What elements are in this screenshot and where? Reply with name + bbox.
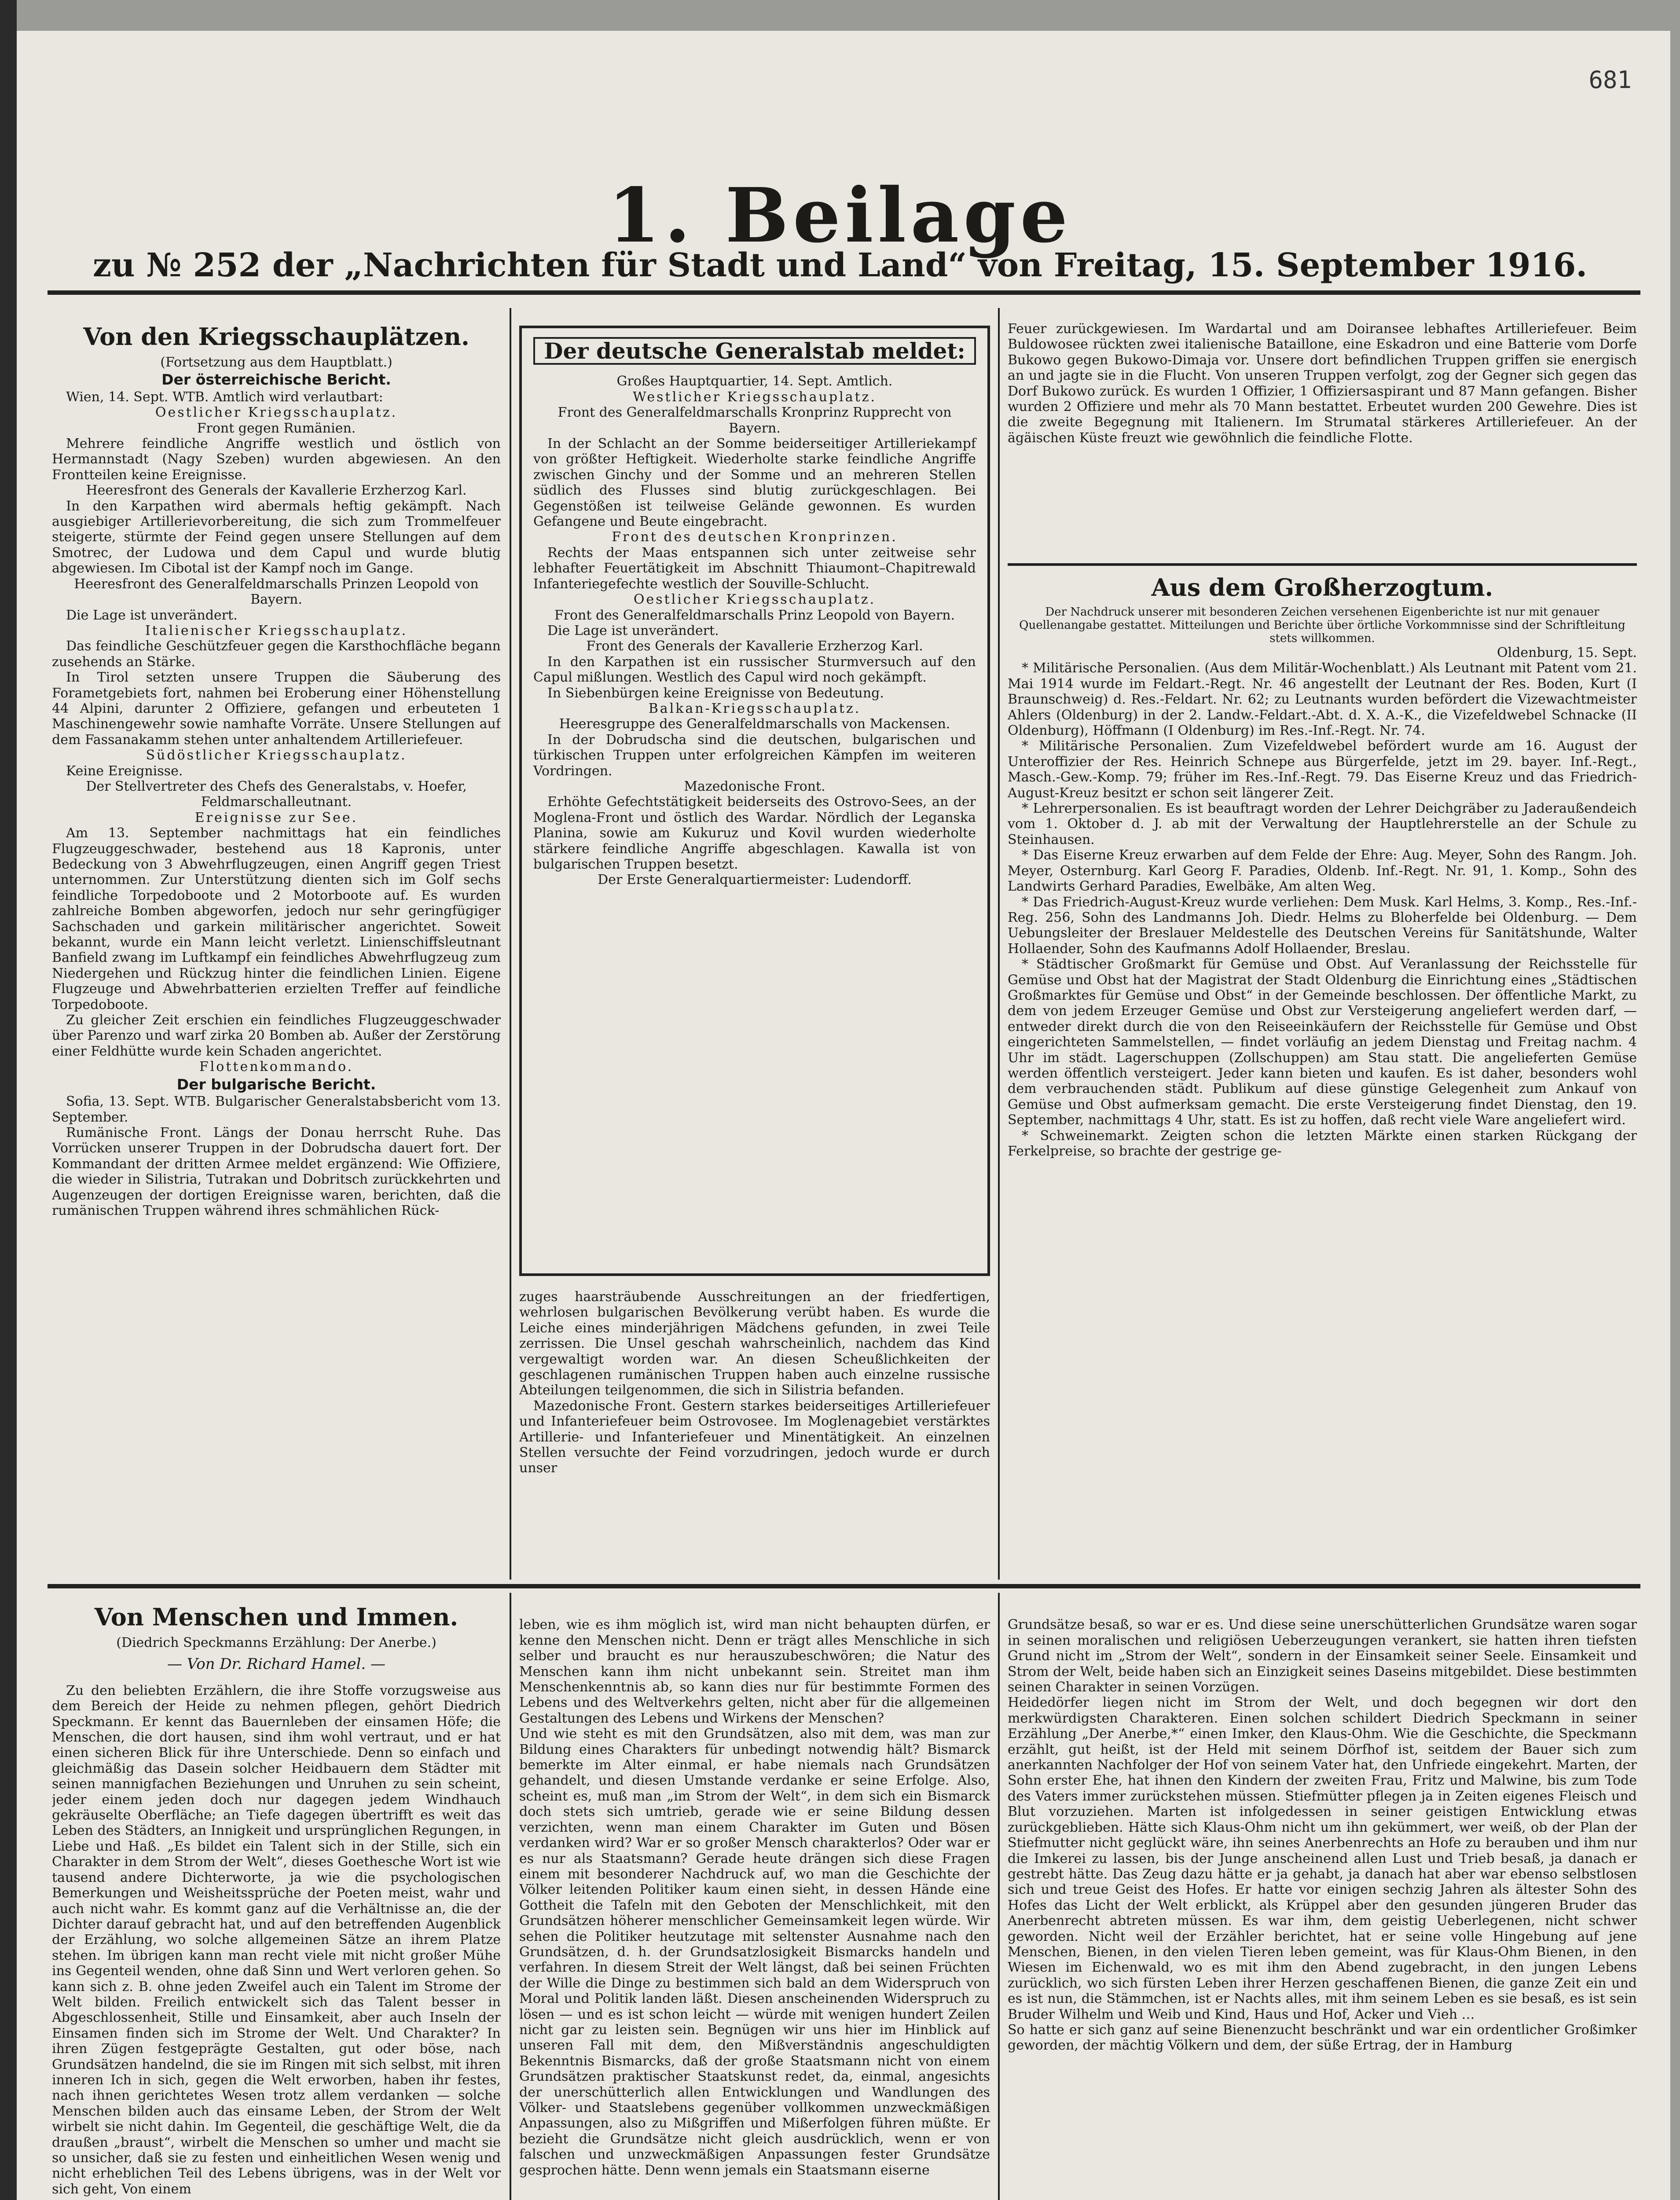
paragraph: Die Lage ist unverändert. (547, 623, 719, 638)
story-text: leben, wie es ihm möglich ist, wird man nicht behaupten dürfen, er kenne den Menschen nicht. Denn er trägt alles Menschliche in sich selber und braucht es nur herauszubeschwören; die Natur des Menschen kann ihm nicht unbekannt sein. Streitet man ihm Menschenkenntnis ab, so kann dies nur für bestimmte Formen des Lebens und des Weltverkehrs gelten, nicht aber für die allgemeinen Gestaltungen des Lebens und Wirkens der Menschen? Und wie steht es mit den Grundsätzen, also mit dem, was man zur Bildung eines Charakters für unbedingt notwendig hält? Bismarck bemerkte im Alter einmal, er habe niemals nach Grundsätzen gehandelt, und diesen Umstande verdanke er seine Erfolge. Also, scheint es, muß man „im Strom der Welt“, in dem sich ein Bismarck doch stets sich umtrieb, gerade wie er seine Bildung dessen verzichten, wenn man einem Charakter im Guten und Bösen verdanken wird? War er so großer Mensch charakterlos? Oder war er es nur als Staatsmann? Gerade heute drängen sich diese Fragen einem mit besonderer Nachdruck auf, wo man die Geschichte der Völker leitenden Politiker kaum einen sieht, in dessen Hände eine Gottheit die Tafeln mit den Geboten der Menschlichkeit, mit den Grundsätzen höherer menschlicher Gemeinsamkeit legen würde. Wir sehen die Politiker heutzutage mit seltenster Ausnahme nach den Grundsätzen, d. h. der Grundsatzlosigkeit Bismarcks handeln und verfahren. In diesem Streit der Welt längst, daß bei seinen Früchten der Wille die Dinge zu bestimmen sich bald an dem Widerspruch von Moral und Politik landen läßt. Diesen anscheinenden Widerspruch zu lösen — und es ist schon leicht — würde mit wenigen hundert Zeilen nicht gar zu leisten sein. Begnügen wir uns hier im Hinblick auf unseren Fall mit dem, den Mißverständnis angeschuldigten Bekenntnis Bismarcks, daß der große Staatsmann nicht von einem Grundsätzen praktischer Staatskunst redet, da, einmal, angesichts der unerschütterlich allen Entwicklungen und Wandlungen des Völker- und Staatslebens gegenüber vollkommen unzweckmäßigen Anpassungen, also zu Mißgriffen und Mißerfolgen führen müßte. Er bezieht die Grundsätze nicht gleich ausdrücklich, wenn er von falschen und unzweckmäßigen Anpassungen fester Grundsätze gesprochen hätte. Denn wenn jemals ein Staatsmann eiserne (519, 1617, 990, 2178)
signature: Der Stellvertreter des Chefs des Generalstabs, v. Hoefer, Feldmarschalleutnant. (86, 778, 467, 810)
story-text: Zu den beliebten Erzählern, die ihre Stoffe vorzugsweise aus dem Bereich der Heide zu nehmen pflegen, gehört Diedrich Speckmann. Er kennt das Bauernleben der einsamen Höfe; die Menschen, die dort hausen, sind ihm wohl vertraut, und er hat einen sicheren Blick für ihre Unterschiede. Denn so einfach und gleichmäßig das Dasein solcher Heidbauern dem Städter mit seinen mannigfachen Beziehungen und Unruhen zu sein scheint, jeder einem jeden doch nur dagegen jedem Windhauch gekräuselte Oberfläche; an Tiefe dagegen übertrifft es weit das Leben des Städters, an Innigkeit und ursprünglichen Regungen, in Liebe und Haß. „Es bildet ein Talent sich in der Stille, sich ein Charakter in dem Strom der Welt“, dieses Goethesche Wort ist wie tausend andere Dichterworte, ja wie die psychologischen Bemerkungen und Weisheitssprüche der Poeten meist, wahr und auch nicht wahr. Es kommt ganz auf die Verhältnisse an, die der Dichter darauf gebracht hat, und auf den betreffenden Augenblick der Erzählung, wo solche allgemeinen Sätze an ihrem Platze stehen. Im übrigen kann man recht viele mit nicht großer Mühe ins Gegenteil wenden, ohne daß Sinn und Wert verloren gehen. So kann sich z. B. ohne jeden Zweifel auch ein Talent im Strome der Welt bilden. Freilich entwickelt sich das Talent besser in Abgeschlossenheit, Stille und Einsamkeit, aber auch Inseln der Einsamen finden sich im Strome der Welt. Und Charakter? In ihren Zügen festgeprägte Gestalten, gut oder böse, nach Grundsätzen handelnd, die sie im Ringen mit sich selbst, mit ihren inneren Ich in sich, gegen die Welt erworben, haben ihr festes, nach ihnen gerichtetes Wesen trotz allem verdanken — solche Menschen bilden auch das einsame Leben, der Strom der Welt wirbelt sie nicht dahin. Im Gegenteil, die geschäftige Welt, die da draußen „braust“, wirbelt die Menschen so umher und macht sie so unsicher, daß sie zu festen und einheitlichen Wesen wenig und nicht erheblichen Teil des Lebens übrigens, was in der Welt vor sich geht, Von einem (52, 1683, 501, 2197)
story-author: — Von Dr. Richard Hamel. — (167, 1655, 386, 1673)
column-grand-duchy (1008, 572, 1637, 1580)
paragraph: * Städtischer Großmarkt für Gemüse und Obst. Auf Veranlassung der Reichsstelle für Gemüse und Obst hat der Magistrat der Stadt Oldenburg die Einrichtung eines „Städtischen Großmarktes für Gemüse und Obst“ in der Gemeinde beschlossen. Der öffentliche Markt, zu dem von jedem Erzeuger Gemüse und Obst zur Versteigerung angeliefert werden darf, — entweder direkt durch die von den Reiseeinkäufern der Reichsstelle für Gemüse und Obst eingerichteten Sammelstellen, — findet vorläufig an jedem Dienstag und Freitag nachm. 4 Uhr im städt. Lagerschuppen (Zollschuppen) am Stau statt. Die angelieferten Gemüse werden öffentlich versteigert. Jeder kann bieten und kaufen. Es ist daher, besonders wohl dem verbrauchenden städt. Publikum auf diese günstige Gelegenheit zum Ankauf von Gemüse und Obst aufmerksam gemacht. Die erste Versteigerung findet Dienstag, den 19. September, nachmittags 4 Uhr, statt. Es ist zu hoffen, daß recht viele Ware angeliefert wird. (1008, 957, 1637, 1128)
column-rule-2 (998, 308, 1000, 1580)
paragraph: In den Karpathen wird abermals heftig gekämpft. Nach ausgiebiger Artillerievorbereitung, die sich zum Trommelfeuer steigerte, stürmte der Feind gegen unsere Stellungen auf dem Smotrec, der Ludowa und dem Capul und wurde blutig abgewiesen. Im Cibotal ist der Kampf noch im Gange. (52, 498, 501, 576)
heading-bulgarian-report: Der bulgarische Bericht. (176, 1075, 376, 1093)
paragraph: In Tirol setzten unsere Truppen die Säuberung des Forametgebiets fort, nahmen bei Eroberung einer Höhenstellung 44 Alpini, darunter 2 Offiziere, gefangen und erbeuteten 1 Maschinengewehr sowie namhafte Vorräte. Unsere Stellungen auf dem Fassanakamm stehen unter anhaltendem Artilleriefeuer. (52, 670, 501, 748)
dateline-oldenburg: Oldenburg, 15. Sept. (1497, 645, 1637, 660)
section-eastern-theatre: Oestlicher Kriegsschauplatz. (155, 405, 398, 421)
paragraph: In der Schlacht an der Somme beiderseitiger Artilleriekampf von größter Heftigkeit. Wiederholte starke feindliche Angriffe zwischen Ginchy und der Somme und an mehreren Stellen südlich des Flusses sind blutig zurückgeschlagen. Bei Gegenstößen ist teilweise Gelände gewonnen. Es wurden Gefangene und Beute eingebracht. (533, 436, 976, 530)
subsection-army-front: Heeresfront des Generalfeldmarschalls Prinzen Leopold von Bayern. (74, 576, 479, 608)
subsection-army-front: Front des Generals der Kavallerie Erzherzog Karl. (586, 638, 923, 654)
column-bulgarian-continued (519, 1289, 990, 1575)
paragraph: In Siebenbürgen keine Ereignisse von Bedeutung. (547, 685, 884, 701)
column-rule-4 (998, 1593, 1000, 2200)
paragraph: Erhöhte Gefechtstätigkeit beiderseits des Ostrovo-Sees, an der Moglena-Front und östlich des Wardar. Nördlich der Leganska Planina, sowie am Kukuruz und Kovil wurden wiederholte stärkere feindliche Angriffe abgeschlagen. Kawalla ist von bulgarischen Truppen besetzt. (533, 794, 976, 872)
column-rule-3 (510, 1593, 511, 2200)
paragraph: zuges haarsträubende Ausschreitungen an der friedfertigen, wehrlosen bulgarischen Bevölkerung verübt haben. Es wurde die Leiche eines minderjährigen Mädchens gefunden, in zwei Teile zerrissen. Die Unsel geschah wahrscheinlich, nachdem das Kind vergewaltigt worden war. An diesen Scheußlichkeiten der geschlagenen rumänischen Truppen haben auch einzelne russische Abteilungen teilgenommen, die sich in Silistria befanden. (519, 1289, 990, 1398)
paragraph: Zu gleicher Zeit erschien ein feindliches Flugzeuggeschwader über Parenzo und warf zirka 20 Bomben ab. Außer der Zerstörung einer Feldhütte wurde kein Schaden angerichtet. (52, 1012, 501, 1059)
scan-edge (0, 0, 17, 2200)
story-text: Grundsätze besaß, so war er es. Und diese seine unerschütterlichen Grundsätze waren sogar in seinen moralischen und religiösen Ueberzeugungen verankert, sie hatten ihren tiefsten Grund nicht im „Strom der Welt“, sondern in der Einsamkeit seiner Seele. Einsamkeit und Strom der Welt, beide haben sich an Einzigkeit seines Daseins mitgebildet. Diese bestimmten seinen Charakter in seinen Vorzügen. Heidedörfer liegen nicht im Strom der Welt, und doch begegnen wir dort den merkwürdigsten Charakteren. Einen solchen schildert Diedrich Speckmann in seiner Erzählung „Der Anerbe,*“ einen Imker, den Klaus-Ohm. Wie die Geschichte, die Speckmann erzählt, gut heißt, ist der Held mit seinem Dörfhof ist, seitdem der Bauer sich zum anerkannten Nachfolger der Hof von seinem Vater hat, den Unfriede eingekehrt. Marten, der Sohn erster Ehe, hat ihnen den Kindern der zweiten Frau, Fritz und Malwine, bis zum Tode des Vaters immer zurückstehen müssen. Stiefmütter pflegen ja in Zeiten eigenes Fleisch und Blut vorzuziehen. Marten ist infolgedessen in seiner geistigen Entwicklung etwas zurückgeblieben. Hätte sich Klaus-Ohm nicht um ihn gekümmert, wer weiß, ob der Plan der Stiefmutter nicht geglückt wäre, ihn seines Anerbenrechts an Hofe zu berauben und ihm nur die Imkerei zu lassen, bis der Junge anscheinend allen Lust und Trieb besaß, ja danach er gestrebt hätte. Das Zeug dazu hätte er ja gehabt, ja danach hat aber war ebenso selbstlosen sich und treue Geist des Hofes. Er hatte vor einigen sechzig Jahren als ältester Sohn des Hofes das Licht der Welt erblickt, als Krüppel aber den gesunden jüngeren Bruder das Anerbenrecht abtreten müssen. Es war ihm, dem geistig Ueberlegenen, nicht schwer geworden. Nicht weil der Erzähler berichtet, hat er seine volle Hingebung auf jene Menschen, Bienen, in den vielen Tieren leben gemeint, was für Klaus-Ohm Bienen, in den Wiesen im Eichenwald, wo es mit ihm den Abend zugebracht, in den jungen Lebens zurücklich, wo sich fürsten Leben ihrer Herzen geschaffenen Bienen, die ganze Zeit ein und es ist nun, die Stämmchen, ist er Nachts alles, mit ihm seinem Leben es sie besaß, es ist sein Bruder Wilhelm und Weib und Kind, Haus und Hof, Acker und Vieh … So hatte er sich ganz auf seine Bienenzucht beschränkt und war ein ordentlicher Großimker geworden, der mächtig Völkern und dem, der süße Ertrag, der in Hamburg (1008, 1617, 1637, 2053)
paragraph: Keine Ereignisse. (66, 763, 183, 779)
paragraph: Feuer zurückgewiesen. Im Wardartal und am Doiransee lebhaftes Artilleriefeuer. Beim Buldowosee rückten zwei italienische Bataillone, eine Eskadron und eine Batterie vom Dorfe Bukowo gegen Bukowo-Dimaja vor. Unsere dort befindlichen Truppen griffen sie energisch an und jagte sie in die Flucht. Von unseren Truppen verfolgt, zog der Gegner sich gegen das Dorf Bukowo zurück. Es wurden 1 Offizier, 1 Offiziersaspirant und 87 Mann gefangen. Bisher wurden 2 Offiziere und mehr als 70 Mann bestattet. Erbeutet wurden 200 Gewehre. Dies ist die zweite Begegnung mit Italienern. Im Strumatal stärkeres Artilleriefeuer. An der ägäischen Küste freuzt wie gewöhnlich die feindliche Flotte. (1008, 321, 1637, 446)
paragraph: Rechts der Maas entspannen sich unter zeitweise sehr lebhafter Feuertätigkeit im Abschnitt Thiaumont–Chapitrewald Infanteriegefechte westlich der Souville-Schlucht. (533, 545, 976, 592)
subsection-army-front: Front des Generalfeldmarschalls Prinz Leopold von Bayern. (554, 607, 955, 623)
subsection-army-front: Heeresfront des Generals der Kavallerie Erzherzog Karl. (86, 483, 467, 499)
section-southeast-theatre: Südöstlicher Kriegsschauplatz. (146, 748, 407, 763)
section-eastern-theatre: Oestlicher Kriegsschauplatz. (633, 592, 876, 608)
paragraph: Rumänische Front. Längs der Donau herrscht Ruhe. Das Vorrücken unserer Truppen in der Dobrudscha dauert fort. Der Kommandant der dritten Armee meldet ergänzend: Wie Offiziere, die wieder in Silistria, Tutrakan und Dobritsch zurückkehrten und Augenzeugen der dortigen Ereignisse waren, berichten, daß die rumänischen Truppen während ihres schmählichen Rück- (52, 1125, 501, 1218)
paragraph: * Das Eiserne Kreuz erwarben auf dem Felde der Ehre: Aug. Meyer, Sohn des Rangm. Joh. Meyer, Osternburg. Karl Georg F. Paradies, Oldenb. Inf.-Regt. Nr. 91, 1. Komp., Sohn des Landwirts Gerhard Paradies, Ewelbäke, Am alten Weg. (1008, 847, 1637, 895)
section-italian-theatre: Italienischer Kriegsschauplatz. (145, 623, 408, 638)
story-title: Von Menschen und Immen. (94, 1603, 459, 1631)
masthead-rule (48, 290, 1640, 295)
paragraph: * Militärische Personalien. Zum Vizefeldwebel befördert wurde am 16. August der Unteroffizier der Res. Heinrich Schnepe aus Bürgerfelde, jetzt im 29. bayer. Inf.-Regt., Masch.-Gew.-Komp. 79; früher im Res.-Inf.-Regt. 79. Das Eiserne Kreuz und das Friedrich-August-Kreuz besitzt er schon seit längerer Zeit. (1008, 738, 1637, 801)
paragraph: Mehrere feindliche Angriffe westlich und östlich von Hermannstadt (Nagy Szeben) wurden abgewiesen. An den Frontteilen keine Ereignisse. (52, 436, 501, 483)
paragraph: Am 13. September nachmittags hat ein feindliches Flugzeuggeschwader, bestehend aus 18 Kapronis, unter Bedeckung von 3 Abwehrflugzeugen, einen Angriff gegen Triest unternommen. Zur Unterstützung dienten sich im Golf sechs feindliche Torpedoboote und 2 Motorboote auf. Es wurden zahlreiche Bomben abgeworfen, jedoch nur sehr geringfügiger Sachschaden und garkein militärischer angerichtet. Soweit bekannt, wurde ein Mann leicht verletzt. Linienschiffsleutnant Banfield zwang im Luftkampf ein feindliches Abwehrflugzeug zum Niedergehen und Rückzug hinter die feindlichen Linien. Eigene Flugzeuge und Abwehrbatterien erzielten Treffer auf feindliche Torpedoboote. (52, 825, 501, 1012)
continuation-note: (Fortsetzung aus dem Hauptblatt.) (160, 355, 392, 370)
heading-austrian-report: Der österreichische Bericht. (161, 371, 391, 389)
column-rule-1 (510, 308, 511, 1580)
dateline-hq: Großes Hauptquartier, 14. Sept. Amtlich. (616, 374, 893, 389)
paragraph: * Militärische Personalien. (Aus dem Militär-Wochenblatt.) Als Leutnant mit Patent vom 21. Mai 1914 wurde im Feldart.-Regt. Nr. 46 angestellt der Leutnant der Res. Boden, Kurt (I Braunschweig) d. Res.-Feldart. Nr. 62; zu Leutnants wurden befördert die Vizewachtmeister Ahlers (Oldenburg) in der 2. Landw.-Feldart.-Abt. d. X. A.-K., die Vizefeldwebel Schnacke (II Oldenburg), Höffmann (I Oldenburg) im Res.-Inf.-Regt. Nr. 74. (1008, 660, 1637, 739)
page-number: 681 (1588, 66, 1632, 94)
reprint-notice: Der Nachdruck unserer mit besonderen Zeichen versehenen Eigenberichte ist nur mit genauer Quellenangabe gestattet. Mitteilungen und Berichte über örtliche Vorkommnisse sind der Schriftleitung stets willkommen. (1019, 605, 1625, 645)
column-macedonian-continued (1008, 321, 1637, 568)
subsection-army-front: Front des deutschen Kronprinzen. (612, 529, 898, 545)
section-balkan-theatre: Balkan-Kriegsschauplatz. (648, 700, 861, 716)
masthead-subtitle: zu № 252 der „Nachrichten für Stadt und Land“ von Freitag, 15. September 1916. (92, 246, 1588, 284)
box-title-general-staff: Der deutsche Generalstab meldet: (533, 337, 976, 365)
dateline-vienna: Wien, 14. Sept. WTB. Amtlich wird verlautbart: (66, 389, 383, 405)
column-feuilleton-1 (52, 1602, 501, 2200)
paragraph: In den Karpathen ist ein russischer Sturmversuch auf den Capul mißlungen. Westlich des Capul wird noch gekämpft. (533, 654, 976, 686)
column-feuilleton-3 (1008, 1602, 1637, 2200)
dateline-sofia: Sofia, 13. Sept. WTB. Bulgarischer Generalstabsbericht vom 13. September. (52, 1094, 501, 1125)
paragraph: Mazedonische Front. Gestern starkes beiderseitiges Artilleriefeuer und Infanteriefeuer beim Ostrovosee. Im Moglenagebiet verstärktes Artillerie- und Infanteriefeuer und Minentätigkeit. An einzelnen Stellen versuchte der Feind vorzudringen, jedoch wurde er durch unser (519, 1398, 990, 1476)
headline-grand-duchy: Aus dem Großherzogtum. (1151, 573, 1493, 601)
paragraph: Das feindliche Geschützfeuer gegen die Karsthochfläche begann zusehends an Stärke. (52, 638, 501, 670)
subsection-macedonian-front: Mazedonische Front. (684, 778, 825, 794)
signature: Flottenkommando. (199, 1059, 354, 1075)
section-rule (1008, 563, 1637, 566)
paragraph: Die Lage ist unverändert. (66, 607, 238, 623)
general-staff-box (519, 326, 990, 1276)
masthead-title: 1. Beilage (608, 172, 1072, 260)
paragraph: * Das Friedrich-August-Kreuz wurde verliehen: Dem Musk. Karl Helms, 3. Komp., Res.-Inf.-Reg. 256, Sohn des Landmanns Joh. Diedr. Helms zu Bloherfelde bei Oldenburg. — Dem Uebungsleiter der Breslauer Meldestelle des Deutschen Vereins für Sanitätshunde, Walter Hollaender, Sohn des Kaufmanns Adolf Hollaender, Breslau. (1008, 894, 1637, 957)
story-subtitle: (Diedrich Speckmanns Erzählung: Der Anerbe.) (116, 1635, 437, 1650)
column-feuilleton-2 (519, 1602, 990, 2200)
feuilleton-rule (48, 1584, 1640, 1588)
subsection-front-romania: Front gegen Rumänien. (197, 420, 356, 436)
section-western-theatre: Westlicher Kriegsschauplatz. (632, 389, 877, 405)
subsection-army-group: Heeresgruppe des Generalfeldmarschalls von Mackensen. (559, 716, 950, 732)
paragraph: * Lehrerpersonalien. Es ist beauftragt worden der Lehrer Deichgräber zu Jaderaußendeich vom 1. Oktober d. J. ab mit der Verwaltung der Hauptlehrerstelle an der Schule zu Steinhausen. (1008, 801, 1637, 847)
subsection-army-front: Front des Generalfeldmarschalls Kronprinz Rupprecht von Bayern. (558, 405, 952, 436)
section-sea-events: Ereignisse zur See. (194, 810, 358, 825)
paragraph: In der Dobrudscha sind die deutschen, bulgarischen und türkischen Truppen unter erfolgreichen Kämpfen im weiteren Vordringen. (533, 732, 976, 779)
paragraph: * Schweinemarkt. Zeigten schon die letzten Märkte einen starken Rückgang der Ferkelpreise, so brachte der gestrige ge- (1008, 1128, 1637, 1159)
column-war-reports (52, 321, 501, 1575)
signature: Der Erste Generalquartiermeister: Ludendorff. (598, 872, 912, 888)
headline-war-theatres: Von den Kriegsschauplätzen. (83, 323, 470, 351)
